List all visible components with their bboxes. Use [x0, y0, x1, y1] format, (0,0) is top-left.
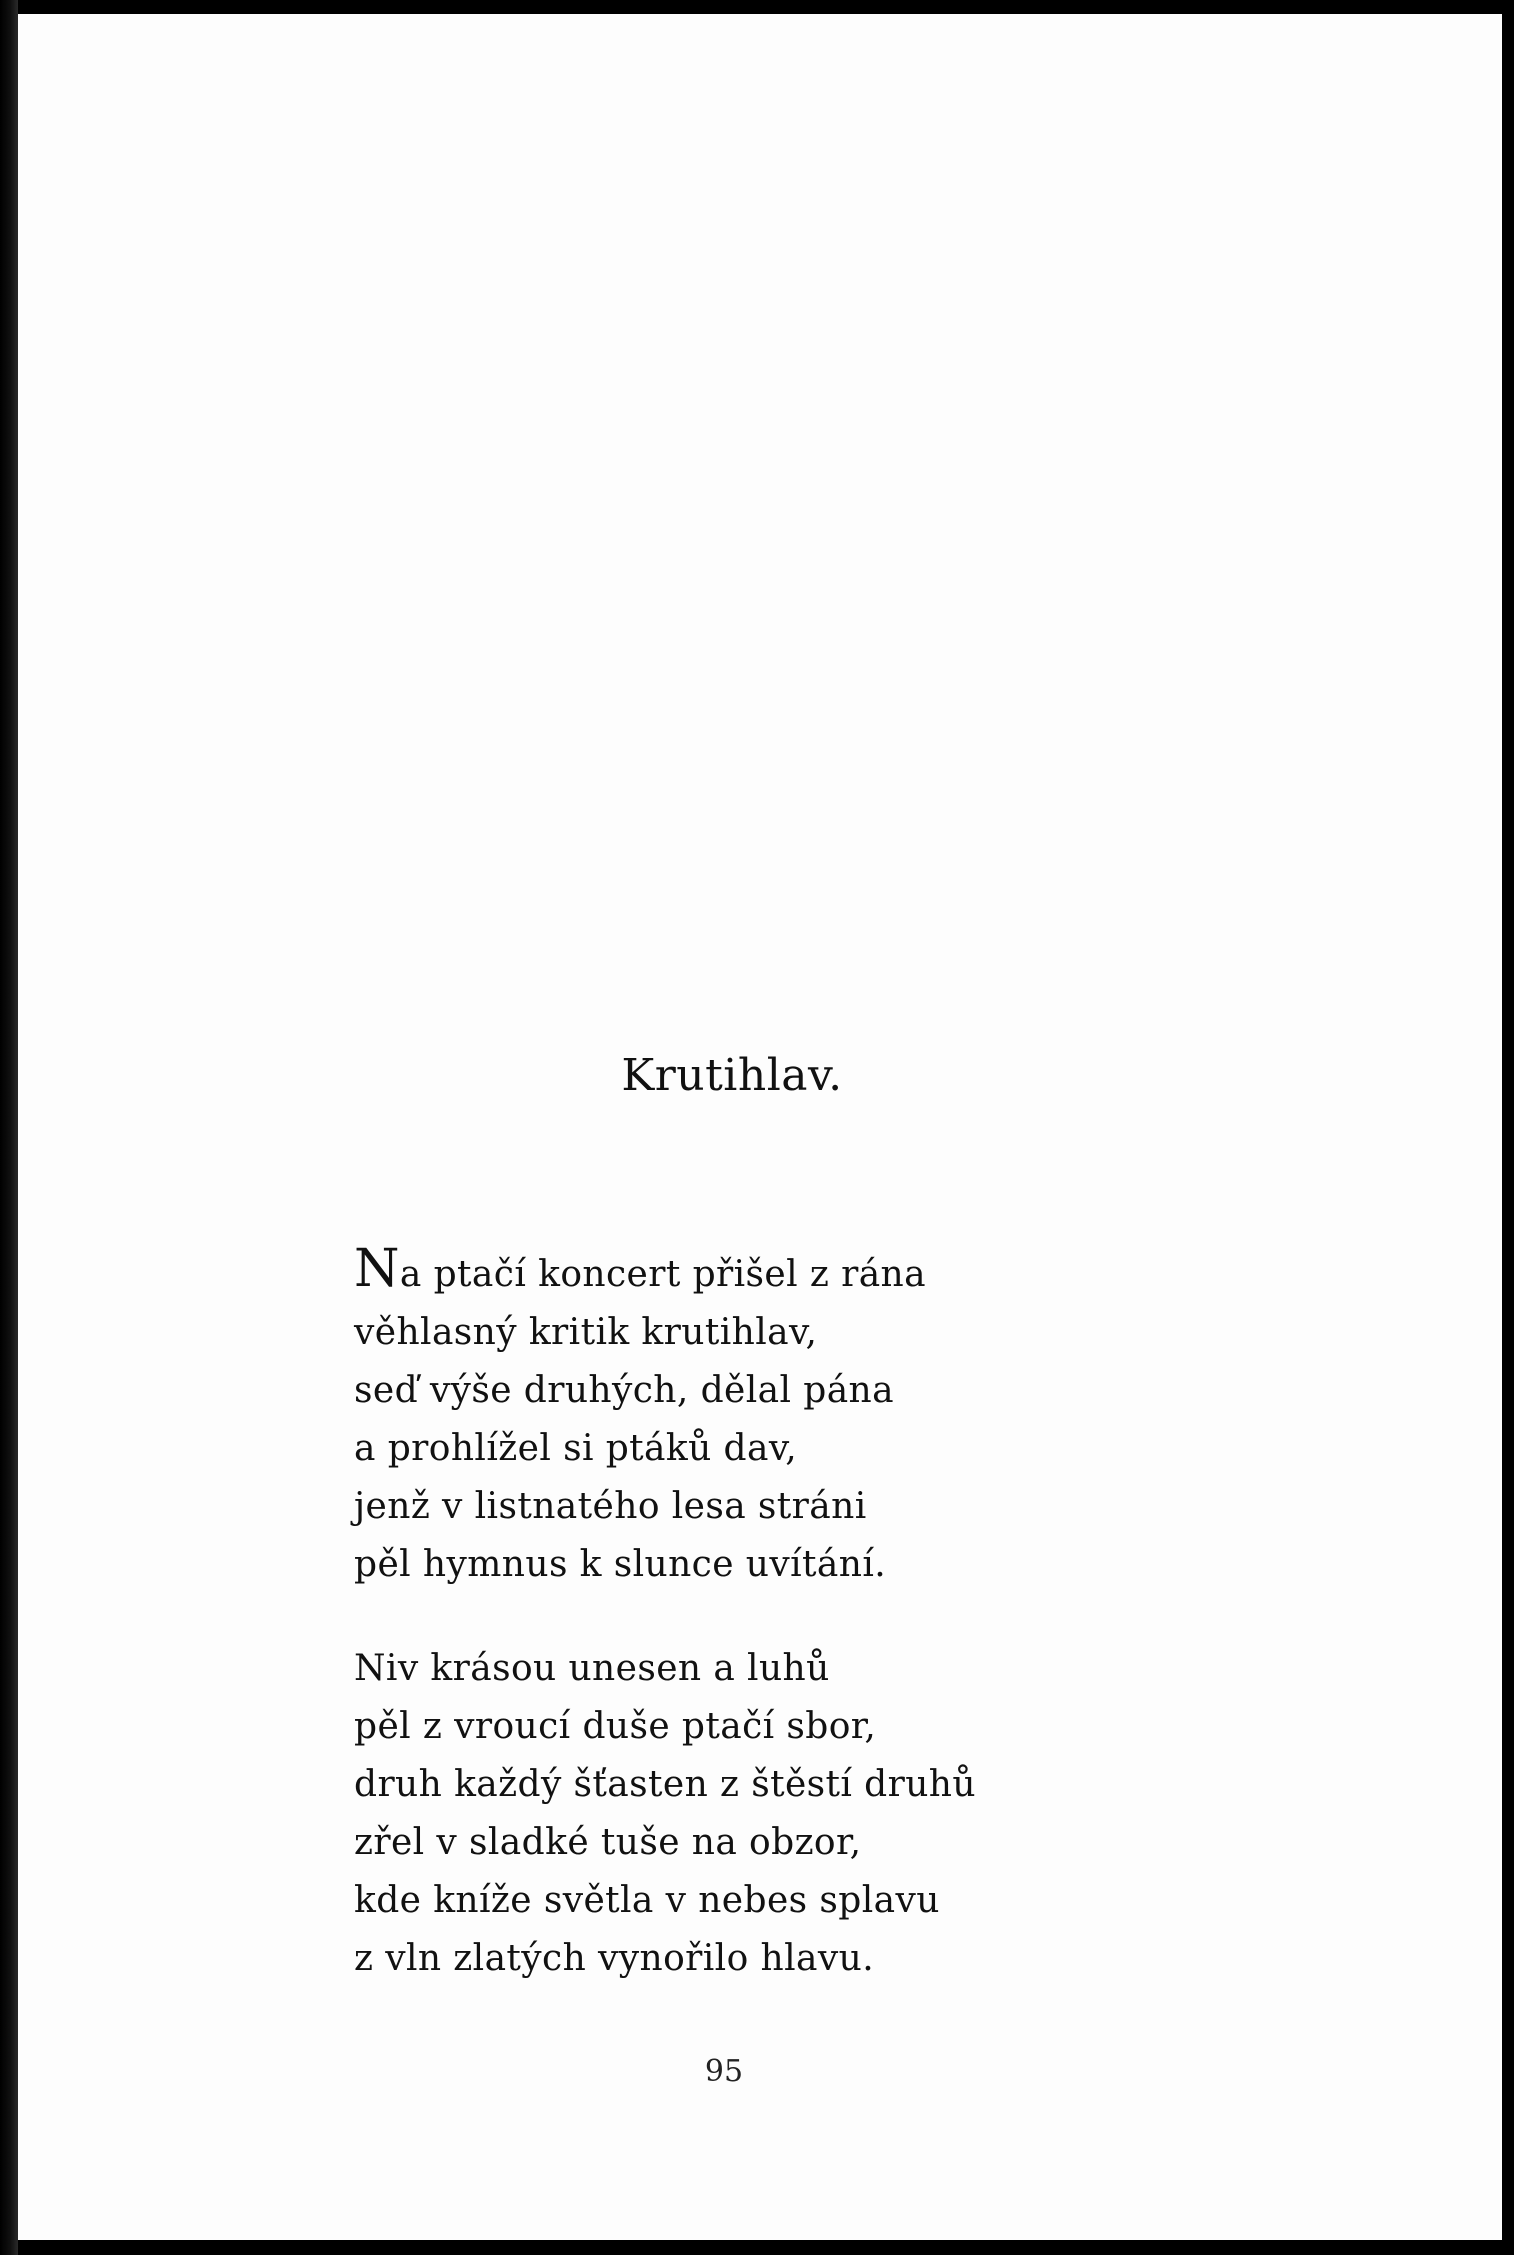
drop-cap: N — [354, 1239, 400, 1299]
stanza-2-line-2: pěl z vroucí duše ptačí sbor, — [354, 1706, 877, 1747]
stanza-1 — [354, 1239, 1254, 1594]
first-line-text: a ptačí koncert přišel z rána — [399, 1254, 927, 1295]
stanza-1-line-4: a prohlížel si ptáků dav, — [354, 1428, 798, 1469]
stanza-1-line-1 — [354, 1239, 1254, 1304]
stanza-1-line-6: pěl hymnus k slunce uvítání. — [354, 1544, 887, 1585]
stanza-1-line-2: věhlasný kritik krutihlav, — [354, 1312, 818, 1353]
stanza-2-line-5: kde kníže světla v nebes splavu — [354, 1880, 940, 1921]
book-spine-edge — [0, 0, 18, 2255]
stanza-1-line-5: jenž v listnatého lesa stráni — [354, 1486, 867, 1527]
stanza-2 — [354, 1640, 1254, 1988]
book-page — [18, 14, 1502, 2240]
poem-title: Krutihlav. — [621, 1050, 843, 1101]
stanza-2-line-4: zřel v sladké tuše na obzor, — [354, 1822, 862, 1863]
stanza-2-line-1: Niv krásou unesen a luhů — [354, 1648, 830, 1689]
stanza-1-line-3: seď výše druhých, dělal pána — [354, 1370, 895, 1411]
stanza-2-line-6: z vln zlatých vynořilo hlavu. — [354, 1938, 875, 1979]
page-number: 95 — [704, 2054, 744, 2089]
stanza-2-line-3: druh každý šťasten z štěstí druhů — [354, 1764, 976, 1805]
